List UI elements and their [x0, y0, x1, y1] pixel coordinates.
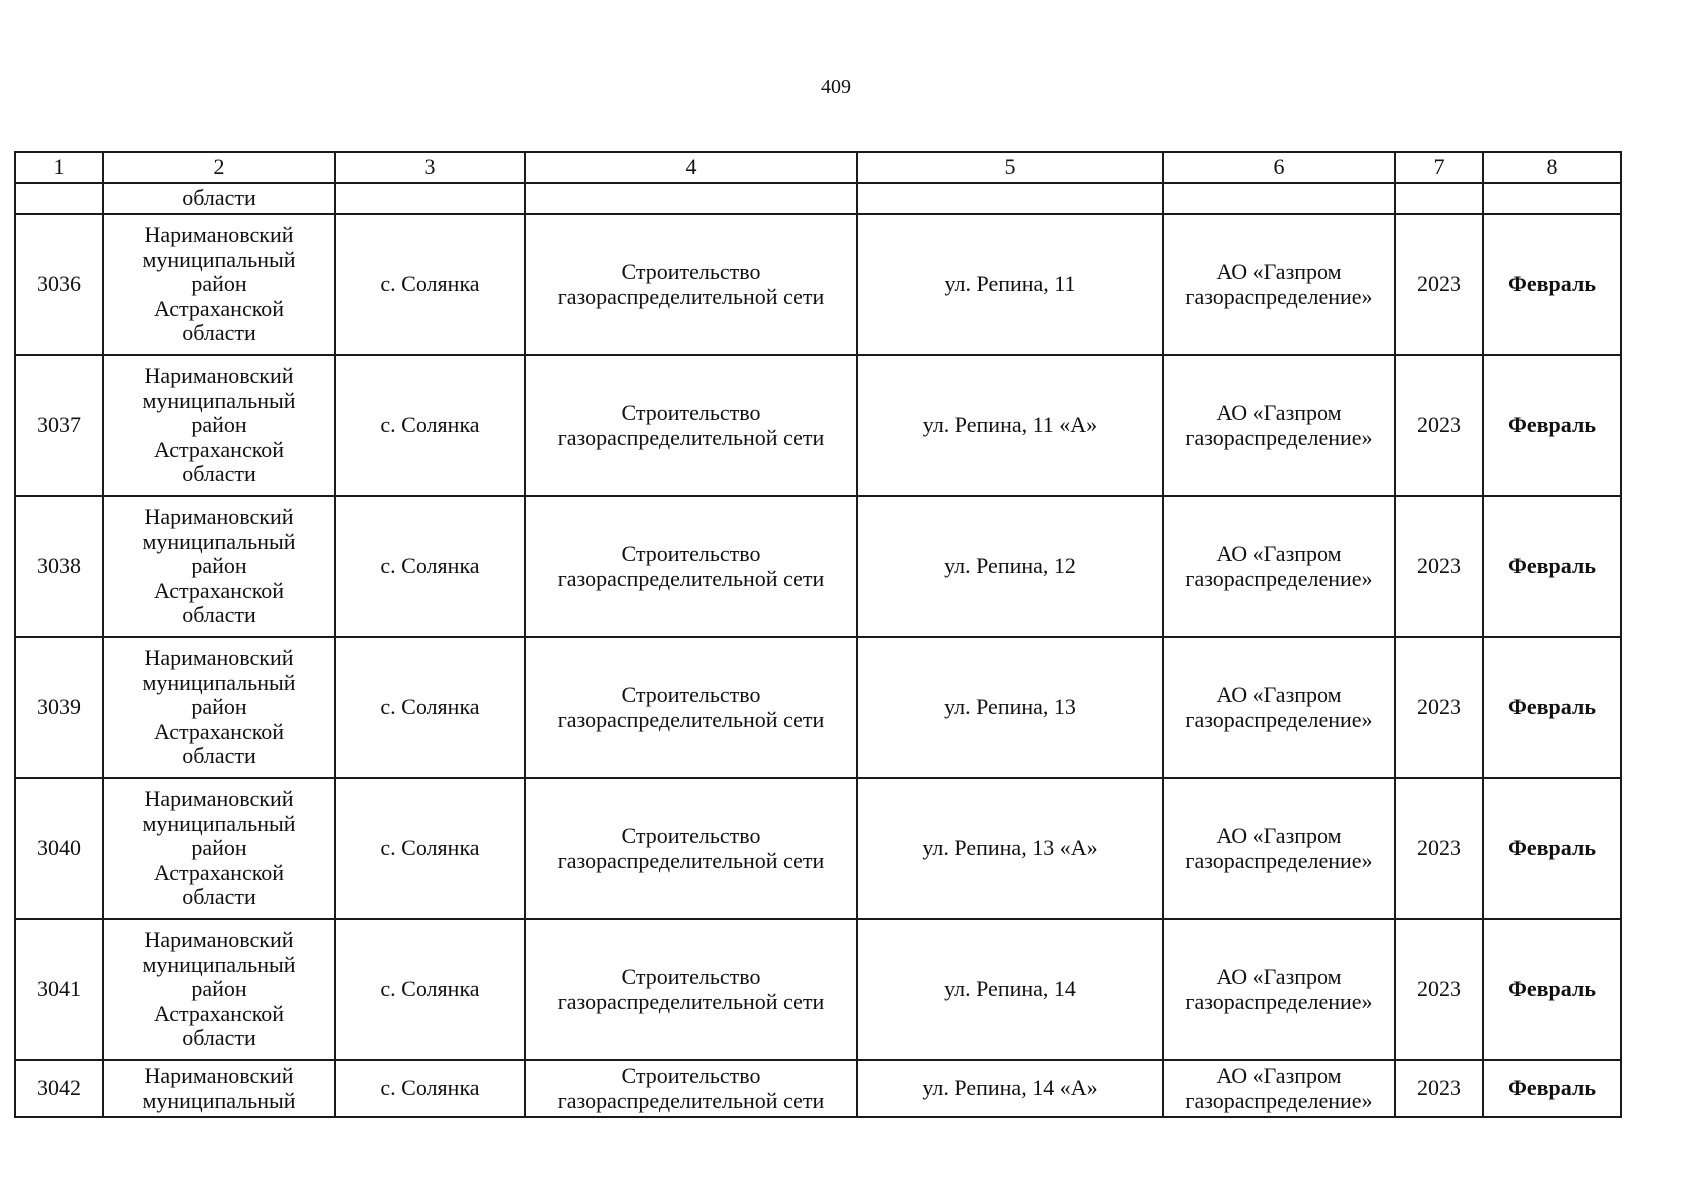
locality-cell: с. Солянка	[335, 778, 525, 919]
table-row	[15, 496, 1621, 637]
organization-cell: АО «Газпром газораспределение»	[1163, 637, 1395, 778]
month-cell: Февраль	[1483, 919, 1621, 1060]
month-cell: Февраль	[1483, 355, 1621, 496]
work-type-cell: Строительство газораспределительной сети	[525, 637, 857, 778]
table-row	[15, 637, 1621, 778]
table-row	[15, 1060, 1621, 1117]
work-type-cell: Строительство газораспределительной сети	[525, 355, 857, 496]
empty-cell	[525, 183, 857, 214]
table-row	[15, 778, 1621, 919]
year-cell: 2023	[1395, 637, 1483, 778]
district-cell: Наримановский муниципальный район Астраханской области	[103, 778, 335, 919]
month-cell: Февраль	[1483, 637, 1621, 778]
empty-cell	[335, 183, 525, 214]
year-cell: 2023	[1395, 496, 1483, 637]
work-type-cell: Строительство газораспределительной сети	[525, 496, 857, 637]
locality-cell: с. Солянка	[335, 919, 525, 1060]
locality-cell: с. Солянка	[335, 355, 525, 496]
district-cell: Наримановский муниципальный район Астраханской области	[103, 637, 335, 778]
column-number: 4	[525, 152, 857, 183]
locality-cell: с. Солянка	[335, 214, 525, 355]
column-number: 2	[103, 152, 335, 183]
year-cell: 2023	[1395, 919, 1483, 1060]
empty-cell	[1163, 183, 1395, 214]
district-cell: Наримановский муниципальный район Астраханской области	[103, 919, 335, 1060]
row-number-cell: 3040	[15, 778, 103, 919]
page-number: 409	[821, 76, 851, 98]
empty-cell	[15, 183, 103, 214]
address-cell: ул. Репина, 13 «А»	[857, 778, 1163, 919]
row-number-cell: 3038	[15, 496, 103, 637]
organization-cell: АО «Газпром газораспределение»	[1163, 1060, 1395, 1117]
works-table	[14, 151, 1622, 1118]
empty-cell	[1483, 183, 1621, 214]
row-number-cell: 3041	[15, 919, 103, 1060]
column-number: 8	[1483, 152, 1621, 183]
year-cell: 2023	[1395, 778, 1483, 919]
work-type-cell: Строительство газораспределительной сети	[525, 1060, 857, 1117]
locality-cell: с. Солянка	[335, 637, 525, 778]
column-number: 3	[335, 152, 525, 183]
year-cell: 2023	[1395, 355, 1483, 496]
work-type-cell: Строительство газораспределительной сети	[525, 919, 857, 1060]
address-cell: ул. Репина, 14 «А»	[857, 1060, 1163, 1117]
column-number: 6	[1163, 152, 1395, 183]
district-cell: Наримановский муниципальный	[103, 1060, 335, 1117]
month-cell: Февраль	[1483, 214, 1621, 355]
organization-cell: АО «Газпром газораспределение»	[1163, 214, 1395, 355]
address-cell: ул. Репина, 12	[857, 496, 1163, 637]
row-number-cell: 3036	[15, 214, 103, 355]
continuation-row	[15, 183, 1621, 214]
column-number: 7	[1395, 152, 1483, 183]
organization-cell: АО «Газпром газораспределение»	[1163, 778, 1395, 919]
row-number-cell: 3039	[15, 637, 103, 778]
table-row	[15, 355, 1621, 496]
empty-cell	[1395, 183, 1483, 214]
row-number-cell: 3042	[15, 1060, 103, 1117]
column-number: 5	[857, 152, 1163, 183]
year-cell: 2023	[1395, 1060, 1483, 1117]
locality-cell: с. Солянка	[335, 1060, 525, 1117]
work-type-cell: Строительство газораспределительной сети	[525, 778, 857, 919]
organization-cell: АО «Газпром газораспределение»	[1163, 919, 1395, 1060]
address-cell: ул. Репина, 11 «А»	[857, 355, 1163, 496]
table-row	[15, 214, 1621, 355]
empty-cell	[857, 183, 1163, 214]
organization-cell: АО «Газпром газораспределение»	[1163, 355, 1395, 496]
organization-cell: АО «Газпром газораспределение»	[1163, 496, 1395, 637]
month-cell: Февраль	[1483, 778, 1621, 919]
address-cell: ул. Репина, 11	[857, 214, 1163, 355]
month-cell: Февраль	[1483, 1060, 1621, 1117]
address-cell: ул. Репина, 14	[857, 919, 1163, 1060]
address-cell: ул. Репина, 13	[857, 637, 1163, 778]
work-type-cell: Строительство газораспределительной сети	[525, 214, 857, 355]
locality-cell: с. Солянка	[335, 496, 525, 637]
table-row	[15, 919, 1621, 1060]
column-number-row	[15, 152, 1621, 183]
row-number-cell: 3037	[15, 355, 103, 496]
year-cell: 2023	[1395, 214, 1483, 355]
district-cell: области	[103, 183, 335, 214]
month-cell: Февраль	[1483, 496, 1621, 637]
district-cell: Наримановский муниципальный район Астраханской области	[103, 496, 335, 637]
district-cell: Наримановский муниципальный район Астраханской области	[103, 355, 335, 496]
column-number: 1	[15, 152, 103, 183]
district-cell: Наримановский муниципальный район Астраханской области	[103, 214, 335, 355]
